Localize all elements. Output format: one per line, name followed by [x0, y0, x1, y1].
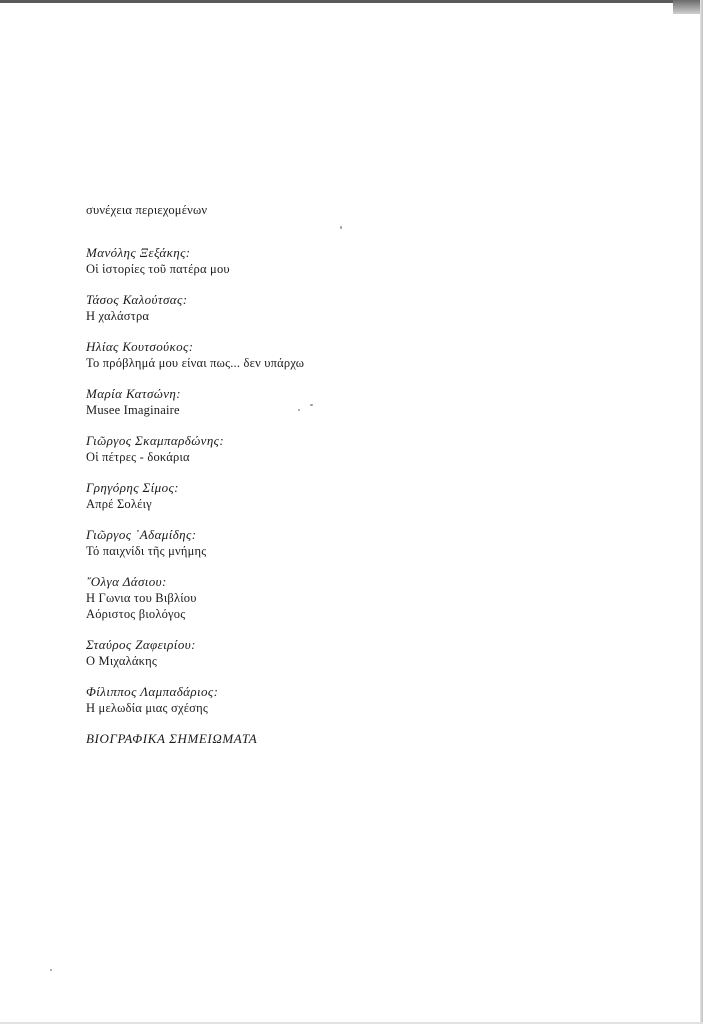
entry-author: Ηλίας Κουτσούκος: — [86, 339, 194, 354]
paper-speck — [298, 409, 300, 411]
entry-title: Η μελωδία μιας σχέσης — [86, 701, 208, 715]
toc-entry — [86, 637, 606, 669]
paper-speck — [50, 969, 52, 971]
toc-entry — [86, 527, 606, 559]
contents-continued-heading: συνέχεια περιεχομένων — [86, 203, 208, 217]
entry-author: ῎Ολγα Δάσιου: — [86, 574, 167, 589]
toc-entry — [86, 292, 606, 324]
entry-author: Σταύρος Ζαφειρίου: — [86, 637, 196, 652]
paper-speck — [340, 226, 342, 229]
entry-title: Οἱ ἱστορίες τοῦ πατέρα μου — [86, 262, 230, 276]
entry-title: Οἱ πέτρες - δοκάρια — [86, 450, 190, 464]
entry-title: Ο Μιχαλάκης — [86, 654, 158, 668]
entry-author: Γιῶργος Σκαμπαρδώνης: — [86, 433, 225, 448]
entry-author: Γρηγόρης Σίμος: — [86, 480, 179, 495]
entry-author: Μαρία Κατσώνη: — [86, 386, 181, 401]
entry-title: Το πρόβλημά μου είναι πως... δεν υπάρχω — [86, 356, 305, 370]
entry-author: Γιῶργος ᾿Αδαμίδης: — [86, 527, 197, 542]
toc-entry — [86, 574, 606, 622]
entry-title: Musee Imaginaire — [86, 403, 180, 417]
entry-author: Τάσος Καλούτσας: — [86, 292, 188, 307]
entry-author: Μανόλης Ξεξάκης: — [86, 245, 191, 260]
entry-author: Φίλιππος Λαμπαδάριος: — [86, 684, 219, 699]
table-of-contents — [86, 245, 606, 747]
entry-title: Η Γωνια του Βιβλίου — [86, 591, 197, 605]
entry-title: Τό παιχνίδι τῆς μνήμης — [86, 544, 207, 558]
toc-entry — [86, 386, 606, 418]
entry-title: Απρέ Σολέιγ — [86, 497, 152, 511]
biographical-notes-heading: ΒΙΟΓΡΑΦΙΚΑ ΣΗΜΕΙΩΜΑΤΑ — [86, 731, 258, 746]
toc-entry — [86, 480, 606, 512]
paper-speck — [310, 404, 313, 406]
page-top-edge — [0, 0, 703, 3]
entry-title: Η χαλάστρα — [86, 309, 150, 323]
toc-entry — [86, 245, 606, 277]
toc-entry — [86, 339, 606, 371]
entry-title: Αόριστος βιολόγος — [86, 607, 186, 621]
toc-entry — [86, 684, 606, 716]
toc-entry — [86, 433, 606, 465]
